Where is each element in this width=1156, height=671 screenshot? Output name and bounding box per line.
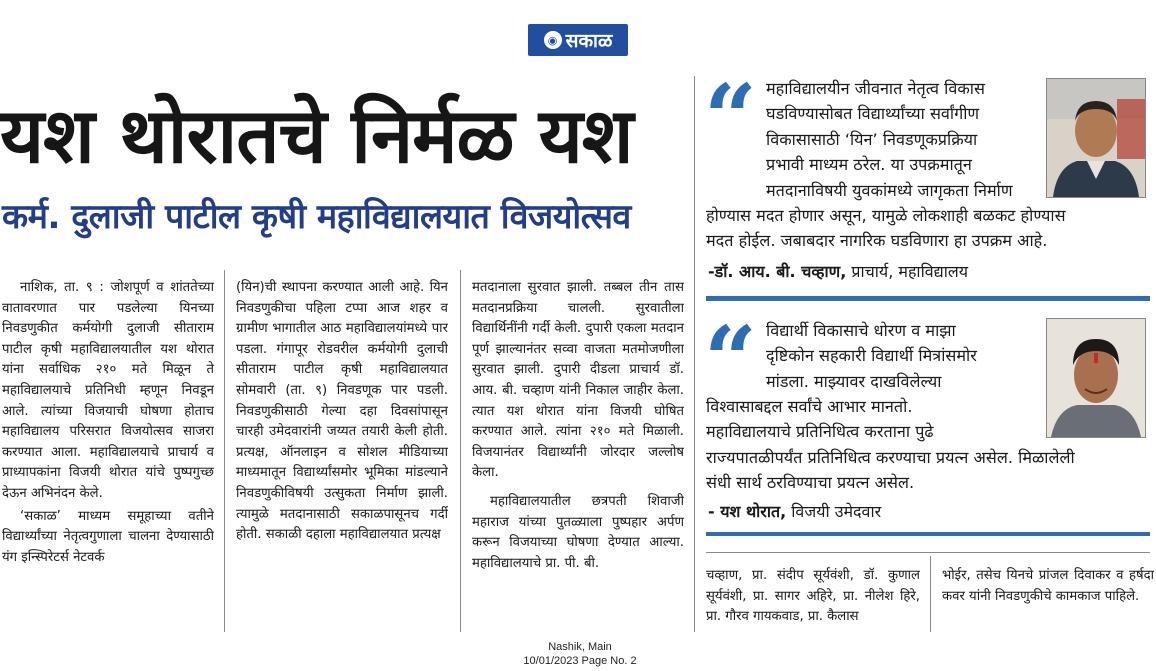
quote-line: होण्यास मदत होणार असून, यामुळे लोकशाही बळकट होण्यास xyxy=(706,206,1066,225)
section-divider xyxy=(706,552,1150,553)
opening-quote-icon: “ xyxy=(704,306,757,414)
article-paragraph: नाशिक, ता. ९ : जोशपूर्ण व शांततेच्या वातावरणात पार पडलेल्या यिनच्या निवडणुकीत कर्मयोगी दुलाजी सीताराम पाटील कृषी महाविद्यालयातील यश थोरात यांना सर्वाधिक २१० मते मिळून ते महाविद्यालयाचे प्रतिनिधी म्हणून निवडून आले. त्यांच्या विजयाची घोषणा होताच महाविद्यालय परिसरात विजयोत्सव साजरा करण्यात आला. महाविद्यालयाचे प्राचार्य व प्राध्यापकांना विजयी थोरात यांचे पुष्पगुच्छ देऊन अभिनंदन केले. xyxy=(2,280,214,501)
article-paragraph: मतदानाला सुरवात झाली. तब्बल तीन तास मतदानप्रक्रिया चालली. सुरवातीला विद्यार्थिनींनी गर्दी केली. दुपारी एकला मतदान पूर्ण झाल्यानंतर सव्वा वाजता मतमोजणीला सुरवात झाली. दुपारी दीडला प्राचार्य डॉ. आय. बी. चव्हाण यांनी निकाल जाहीर केला. त्यात यश थोरात यांना विजयी घोषित करण्यात आले. त्यांना २१० मते मिळाली. विजयानंतर विद्यार्थ्यांनी जोरदार जल्लोष केला. xyxy=(472,280,684,481)
quote-divider xyxy=(706,532,1150,536)
date-page-label: 10/01/2023 Page No. 2 xyxy=(523,655,637,667)
attribution-role: विजयी उमेदवार xyxy=(786,502,882,521)
article-column-1 xyxy=(2,278,214,634)
quote-line: घडविण्यासोबत विद्यार्थ्यांच्या सर्वांगीण xyxy=(766,104,980,124)
quote-line: विश्वासाबद्दल सर्वांचे आभार मानतो. xyxy=(706,397,913,416)
quote-line: मदत होईल. जबाबदार नागरिक घडविणारा हा उपक्रम आहे. xyxy=(706,231,1048,251)
quote-line: विद्यार्थी विकासाचे धोरण व माझा xyxy=(766,321,956,340)
quote-line: मांडला. माझ्यावर दाखविलेल्या xyxy=(766,371,942,391)
article-column-4 xyxy=(706,566,920,636)
column-rule xyxy=(224,270,225,632)
quote-attribution-student xyxy=(708,500,881,524)
quote-principal-continued xyxy=(706,203,1152,254)
logo-text: सकाळ xyxy=(565,30,613,52)
article-column-5 xyxy=(942,566,1154,636)
attribution-name: - यश थोरात, xyxy=(708,502,787,521)
quote-line: संधी सार्थ ठरविण्याचा प्रयत्न असेल. xyxy=(706,473,915,493)
quote-attribution-principal xyxy=(708,260,968,284)
quote-divider xyxy=(706,296,1150,301)
quote-line: विकासासाठी ‘यिन’ निवडणूकप्रक्रिया xyxy=(766,129,978,149)
subheadline: कर्म. दुलाजी पाटील कृषी महाविद्यालयात विजयोत्सव xyxy=(2,197,631,237)
quote-line: महाविद्यालयीन जीवनात नेतृत्व विकास xyxy=(766,79,985,98)
attribution-name: -डॉ. आय. बी. चव्हाण, xyxy=(708,262,847,281)
article-paragraph: भोईर, तसेच यिनचे प्रांजल दिवाकर व हर्षदा कवर यांनी निवडणुकीचे कामकाज पाहिले. xyxy=(942,568,1154,604)
logo-emblem-icon: ◉ xyxy=(544,31,562,49)
article-column-2 xyxy=(236,278,448,634)
quote-student xyxy=(766,318,1042,394)
column-rule xyxy=(930,556,931,632)
quote-line: दृष्टिकोन सहकारी विद्यार्थी मित्रांसमोर xyxy=(766,346,977,366)
attribution-role: प्राचार्य, महाविद्यालय xyxy=(846,262,968,281)
quote-line: प्रभावी माध्यम ठरेल. या उपक्रमातून xyxy=(766,155,972,175)
headline: यश थोरातचे निर्मळ यश xyxy=(0,91,633,180)
quote-line: महाविद्यालयाचे प्रतिनिधित्व करताना पुढे xyxy=(706,422,934,442)
quote-line: मतदानाविषयी युवकांमध्ये जागृकता निर्माण xyxy=(766,180,1013,200)
column-rule xyxy=(694,76,695,632)
portrait-student xyxy=(1046,318,1146,438)
article-paragraph: (यिन)ची स्थापना करण्यात आली आहे. यिन निवडणुकीचा पहिला टप्पा आज शहर व ग्रामीण भागातील आठ महाविद्यालयांमध्ये पार पडला. गंगापूर रोडवरील कर्मयोगी दुलाची सीताराम पाटील कृषी महाविद्यालयात सोमवारी (ता. ९) निवडणूक पार पडली. निवडणुकीसाठी गेल्या दहा दिवसांपासून चारही उमेदवारांनी जय्यत तयारी केली होती. प्रत्यक्ष, ऑनलाइन व सोशल मीडियाच्या माध्यमातून विद्यार्थ्यांसमोर भूमिका मांडल्याने निवडणुकीविषयी उत्सुकता निर्माण झाली. त्यामुळे मतदानासाठी सकाळपासूनच गर्दी होती. सकाळी दहाला महाविद्यालयात प्रत्यक्ष xyxy=(236,280,448,543)
edition-label: Nashik, Main xyxy=(548,641,612,653)
page-footer xyxy=(480,640,680,668)
quote-line: राज्यपातळीपर्यंत प्रतिनिधित्व करण्याचा प्रयत्न असेल. मिळालेली xyxy=(706,447,1075,467)
portrait-principal xyxy=(1046,78,1146,198)
article-paragraph: महाविद्यालयातील छत्रपती शिवाजी महाराज यांच्या पुतळ्याला पुष्पहार अर्पण करून विजयाच्या घोषणा देण्यात आल्या. महाविद्यालयाचे प्रा. पी. बी. xyxy=(472,493,684,571)
opening-quote-icon: “ xyxy=(704,64,757,172)
article-column-3 xyxy=(472,278,684,634)
article-paragraph: ‘सकाळ’ माध्यम समूहाच्या वतीने विद्यार्थ्यांच्या नेतृत्वगुणाला चालना देण्यासाठी यंग इन्स्पिरेटर्स नेटवर्क xyxy=(2,508,214,565)
article-paragraph: चव्हाण, प्रा. संदीप सूर्यवंशी, डॉ. कुणाल सूर्यवंशी, प्रा. सागर अहिरे, प्रा. नीलेश हिरे, प्रा. गौरव गायकवाड, प्रा. कैलास xyxy=(706,568,920,625)
sakal-logo xyxy=(528,24,628,56)
column-rule xyxy=(460,270,461,632)
